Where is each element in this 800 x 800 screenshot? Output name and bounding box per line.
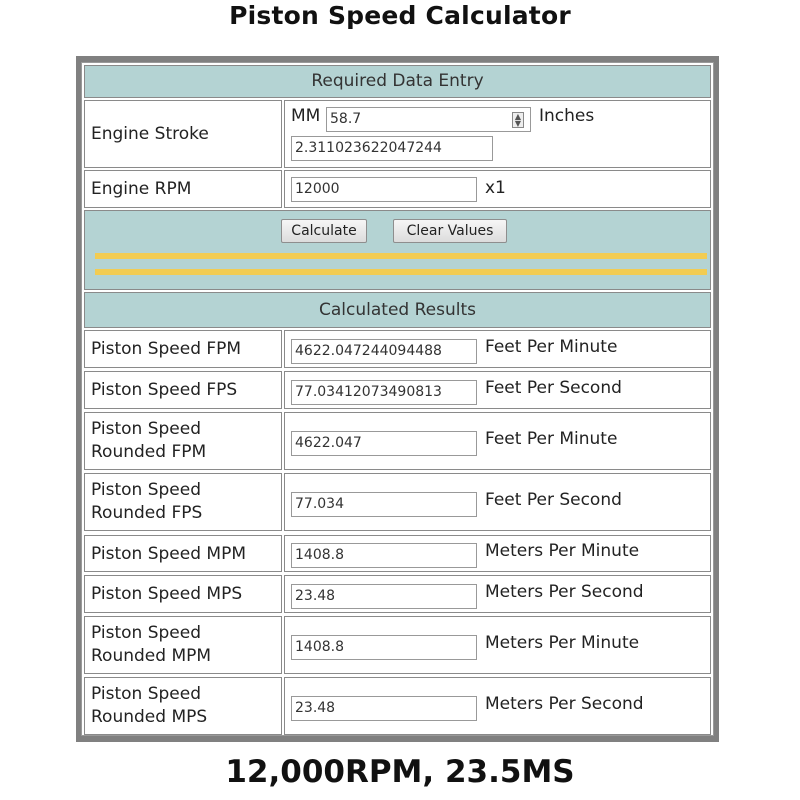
inches-label: Inches — [539, 106, 595, 126]
result-label-cell — [84, 330, 282, 368]
result-label-cell — [84, 412, 282, 470]
divider-bar-top — [95, 253, 707, 259]
result-label: Piston Speed — [91, 623, 201, 643]
results-header-label: Calculated Results — [319, 300, 476, 320]
result-value: 4622.047 — [295, 435, 362, 451]
mm-label: MM — [291, 106, 321, 126]
required-data-header — [84, 65, 711, 98]
result-label: Piston Speed MPM — [91, 543, 246, 564]
result-label: Piston Speed FPS — [91, 380, 238, 400]
clear-values-button[interactable]: Clear Values — [393, 219, 507, 243]
result-output-field[interactable] — [291, 635, 477, 660]
action-band — [84, 210, 711, 290]
result-value: 4622.047244094488 — [295, 343, 442, 359]
divider-bar-bottom — [95, 269, 707, 275]
result-value: 77.034 — [295, 496, 344, 512]
result-value: 23.48 — [295, 588, 336, 604]
result-unit: Meters Per Second — [485, 694, 644, 714]
engine-stroke-input-cell — [284, 100, 711, 168]
result-value-cell — [284, 575, 711, 613]
result-label-cell — [84, 575, 282, 613]
rpm-input[interactable] — [291, 177, 477, 202]
result-output-field[interactable] — [291, 339, 477, 364]
mm-input-value: 58.7 — [330, 111, 362, 127]
result-output-field[interactable] — [291, 431, 477, 456]
mm-input[interactable] — [326, 107, 531, 132]
result-label: Rounded MPS — [91, 707, 208, 727]
result-label: Rounded MPM — [91, 646, 212, 666]
result-output-field[interactable] — [291, 543, 477, 568]
result-value-cell — [284, 412, 711, 470]
result-unit: Feet Per Minute — [485, 429, 618, 449]
result-output-field[interactable] — [291, 696, 477, 721]
result-value-cell — [284, 616, 711, 674]
result-unit: Meters Per Second — [485, 582, 644, 602]
result-value-cell — [284, 330, 711, 368]
result-output-field[interactable] — [291, 380, 477, 405]
result-value-cell — [284, 677, 711, 735]
page-title: Piston Speed Calculator — [229, 1, 571, 30]
inches-input[interactable] — [291, 136, 493, 161]
result-unit: Feet Per Second — [485, 378, 622, 398]
result-label: Piston Speed — [91, 684, 201, 704]
result-label: Rounded FPM — [91, 442, 207, 462]
engine-stroke-label-cell — [84, 100, 282, 168]
result-label-cell — [84, 371, 282, 409]
spinner-icon[interactable]: ▲ ▼ — [512, 112, 524, 128]
result-label: Piston Speed MPS — [91, 584, 243, 604]
result-value: 23.48 — [295, 700, 336, 716]
engine-rpm-input-cell — [284, 170, 711, 208]
engine-stroke-label: Engine Stroke — [91, 124, 209, 144]
results-header — [84, 292, 711, 328]
result-unit: Meters Per Minute — [485, 541, 640, 561]
result-value-cell — [284, 473, 711, 531]
result-label-cell — [84, 677, 282, 735]
result-value-cell — [284, 371, 711, 409]
calculator-table — [81, 62, 714, 736]
engine-rpm-label: Engine RPM — [91, 179, 192, 199]
result-value-cell — [284, 535, 711, 572]
rpm-input-value: 12000 — [295, 181, 340, 197]
result-label: Piston Speed FPM — [91, 339, 242, 359]
required-data-header-label: Required Data Entry — [311, 71, 484, 91]
result-unit: Meters Per Minute — [485, 633, 640, 653]
calculate-button[interactable]: Calculate — [281, 219, 367, 243]
result-unit: Feet Per Second — [485, 490, 622, 510]
result-label-cell — [84, 473, 282, 531]
result-label: Piston Speed — [91, 480, 201, 500]
result-label: Piston Speed — [91, 419, 201, 439]
result-value: 1408.8 — [295, 639, 344, 655]
result-output-field[interactable] — [291, 584, 477, 609]
inches-input-value: 2.311023622047244 — [295, 140, 442, 156]
result-label-cell — [84, 616, 282, 674]
result-label-cell — [84, 535, 282, 572]
result-unit: Feet Per Minute — [485, 337, 618, 357]
result-value: 1408.8 — [295, 547, 344, 563]
result-label: Rounded FPS — [91, 503, 203, 523]
engine-rpm-label-cell — [84, 170, 282, 208]
result-output-field[interactable] — [291, 492, 477, 517]
result-value: 77.03412073490813 — [295, 384, 442, 400]
calculator-frame — [76, 56, 719, 742]
footer-caption: 12,000RPM, 23.5MS — [225, 754, 575, 790]
rpm-unit: x1 — [485, 178, 506, 198]
